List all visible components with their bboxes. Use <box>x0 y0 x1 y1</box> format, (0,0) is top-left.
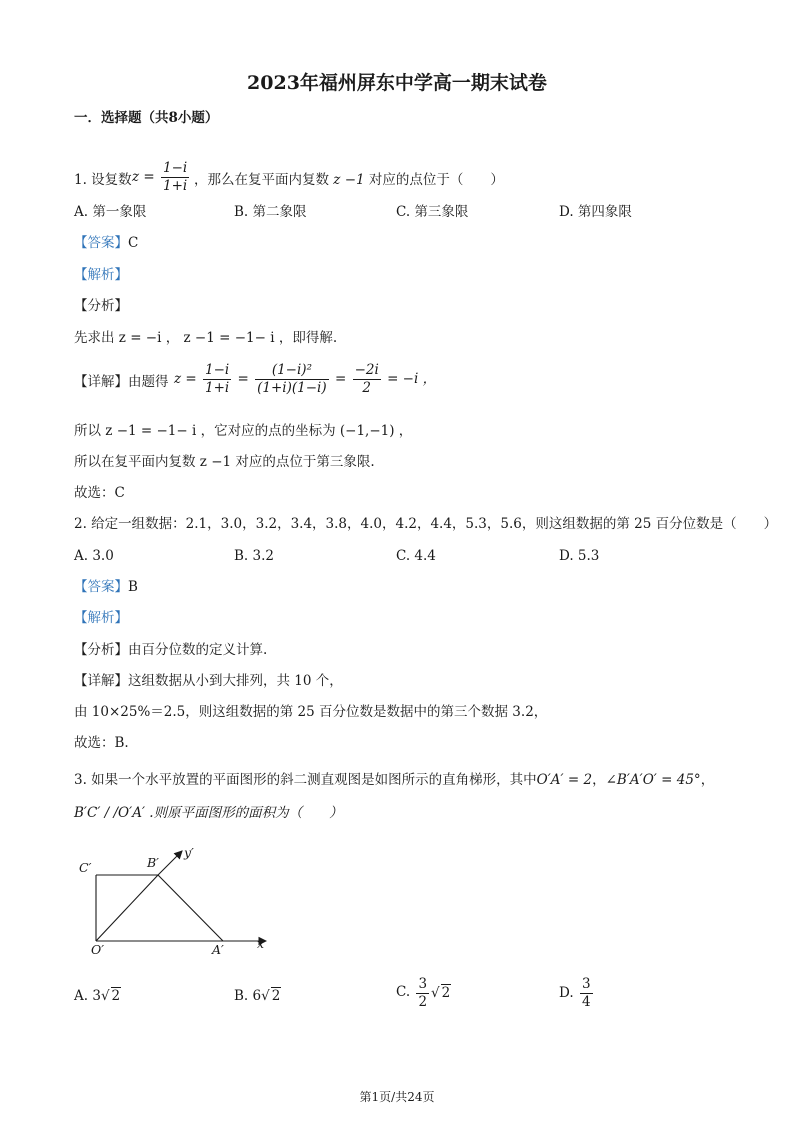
label-a: A′ <box>212 942 224 957</box>
trapezoid-figure <box>70 842 280 958</box>
label-x: x <box>257 936 265 951</box>
section-heading: 一．选择题（共8小题） <box>74 110 219 126</box>
label-y: y′ <box>184 845 194 860</box>
question-3-stem-line-1 <box>74 770 714 790</box>
q3-option-d-den: 4 <box>581 994 591 1010</box>
q3-option-d-label: D. <box>559 985 574 1001</box>
q1-expression: z −1 <box>333 172 365 188</box>
q1-detail <box>74 362 437 402</box>
q1-fraction-den: 1+i <box>163 178 188 194</box>
question-1-stem <box>74 160 504 200</box>
answer-tag: 【答案】 <box>74 235 128 251</box>
q1-answer-value: C <box>128 235 139 251</box>
q1-detail-frac-2-den: (1+i)(1−i) <box>257 380 327 396</box>
q1-fenxi-text: 先求出 z = −i ， z −1 = −1− i ，即得解. <box>74 330 338 346</box>
detail-tag: 【详解】 <box>74 673 128 689</box>
q3-option-c-den: 2 <box>418 994 428 1010</box>
q1-option-c: C. 第三象限 <box>396 204 469 220</box>
q3-stem-b: O′A′ = 2 <box>536 772 593 788</box>
label-c: C′ <box>79 860 92 875</box>
q1-fraction <box>161 160 189 195</box>
edge-b-a <box>158 875 223 941</box>
q3-option-c-radicand: 2 <box>441 985 451 1001</box>
q3-stem-d: ∠B′A′O′ = 45° <box>605 772 701 788</box>
q3-option-a: A. 3√ 2 <box>74 988 121 1004</box>
page-footer: 第1页/共24页 <box>359 1090 435 1104</box>
q2-option-b: B. 3.2 <box>234 548 274 564</box>
q2-option-d: D. 5.3 <box>559 548 600 564</box>
q2-analysis-tag: 【解析】 <box>74 610 128 626</box>
q3-option-b-coef: 6 <box>252 988 262 1004</box>
q2-fenxi <box>74 640 267 660</box>
q1-option-a: A. 第一象限 <box>74 204 147 220</box>
q1-stem-text: ，那么在复平面内复数 <box>194 172 329 188</box>
q2-answer-value: B <box>128 579 138 595</box>
q1-detail-end: = −i ， <box>387 371 437 387</box>
q2-answer <box>74 577 138 597</box>
fenxi-tag: 【分析】 <box>74 642 128 658</box>
q1-fenxi-tag: 【分析】 <box>74 298 128 314</box>
q3-option-c-label: C. <box>396 984 411 1000</box>
q2-detail-line-2: 由 10×25%＝2.5，则这组数据的第 25 百分位数是数据中的第三个数据 3.2， <box>74 704 548 720</box>
q3-stem-e: ， <box>700 772 715 788</box>
answer-tag: 【答案】 <box>74 579 128 595</box>
q1-detail-frac-3-num: −2i <box>354 362 379 378</box>
q3-option-a-radicand: 2 <box>111 988 121 1004</box>
q3-option-c-fraction <box>416 976 429 1011</box>
q1-z-definition <box>132 160 191 195</box>
q1-detail-frac-2 <box>255 362 329 397</box>
q1-detail-line-2: 所以 z −1 = −1− i ，它对应的点的坐标为 (−1,−1) ， <box>74 423 413 439</box>
q3-option-b-radicand: 2 <box>271 988 281 1004</box>
q1-detail-z: z = <box>174 371 197 387</box>
q1-stem-rest <box>194 170 504 190</box>
q1-option-d: D. 第四象限 <box>559 204 632 220</box>
q3-option-b-label: B. <box>234 988 249 1004</box>
label-o: O′ <box>91 942 105 957</box>
q1-detail-formula: z = $\frac{1-i}{1+i}$ = $\frac{\text{(1−i)²}}{(1+i)(1-i)}$ = $\frac{-2i}{2}$ = −i ， <box>174 362 437 396</box>
q1-option-b: B. 第二象限 <box>234 204 307 220</box>
q1-detail-frac-1-den: 1+i <box>205 380 230 396</box>
y-axis <box>158 851 182 875</box>
q1-conclusion: 故选：C <box>74 485 125 501</box>
q1-stem-end: 对应的点位于（ ） <box>368 172 504 188</box>
q3-option-d <box>559 976 595 1011</box>
q3-option-d-fraction <box>580 976 593 1011</box>
diagonal-o-b <box>96 875 158 941</box>
q1-detail-frac-1-num: 1−i <box>205 362 230 378</box>
q1-detail-prefix: 由题得 <box>128 374 169 390</box>
q3-option-d-num: 3 <box>581 976 591 992</box>
q1-detail-frac-1 <box>203 362 231 397</box>
q3-stem-c: ， <box>592 772 606 788</box>
q1-prefix: 1. 设复数 <box>74 172 132 188</box>
q1-detail-frac-3 <box>353 362 381 397</box>
q1-answer <box>74 233 138 253</box>
q1-detail-frac-2-num: (1−i)² <box>255 362 329 380</box>
q1-detail-frac-3-den: 2 <box>362 380 371 396</box>
q2-option-c: C. 4.4 <box>396 548 436 564</box>
question-3-stem-line-2: B′C′ / /O′A′ .则原平面图形的面积为（ ） <box>74 805 343 821</box>
document-title: 2023年福州屏东中学高一期末试卷 <box>247 72 547 94</box>
q2-conclusion: 故选：B. <box>74 735 129 751</box>
q1-analysis-tag: 【解析】 <box>74 267 128 283</box>
q3-option-c-num: 3 <box>418 976 428 992</box>
q3-option-c: C. $\frac{3}{2}$ √ 2 <box>396 976 451 1010</box>
q1-detail-line-3: 所以在复平面内复数 z −1 对应的点位于第三象限. <box>74 454 375 470</box>
q3-option-b: B. 6√ 2 <box>234 988 281 1004</box>
q3-option-a-label: A. <box>74 988 89 1004</box>
q1-z-eq: z = <box>132 169 155 185</box>
q1-fraction-num: 1−i <box>163 160 188 176</box>
q2-detail-text: 这组数据从小到大排列，共 10 个， <box>128 673 343 689</box>
q2-option-a: A. 3.0 <box>74 548 114 564</box>
detail-tag: 【详解】 <box>74 374 128 390</box>
q2-detail <box>74 671 343 691</box>
q2-fenxi-text: 由百分位数的定义计算. <box>128 642 268 658</box>
label-b: B′ <box>147 855 160 870</box>
question-2-stem: 2. 给定一组数据：2.1，3.0，3.2，3.4，3.8，4.0，4.2，4.4，5.3，5.6，则这组数据的第 25 百分位数是（ ） <box>74 516 778 532</box>
q3-stem-a: 3. 如果一个水平放置的平面图形的斜二测直观图是如图所示的直角梯形，其中 <box>74 772 537 788</box>
q3-option-a-coef: 3 <box>92 988 101 1004</box>
